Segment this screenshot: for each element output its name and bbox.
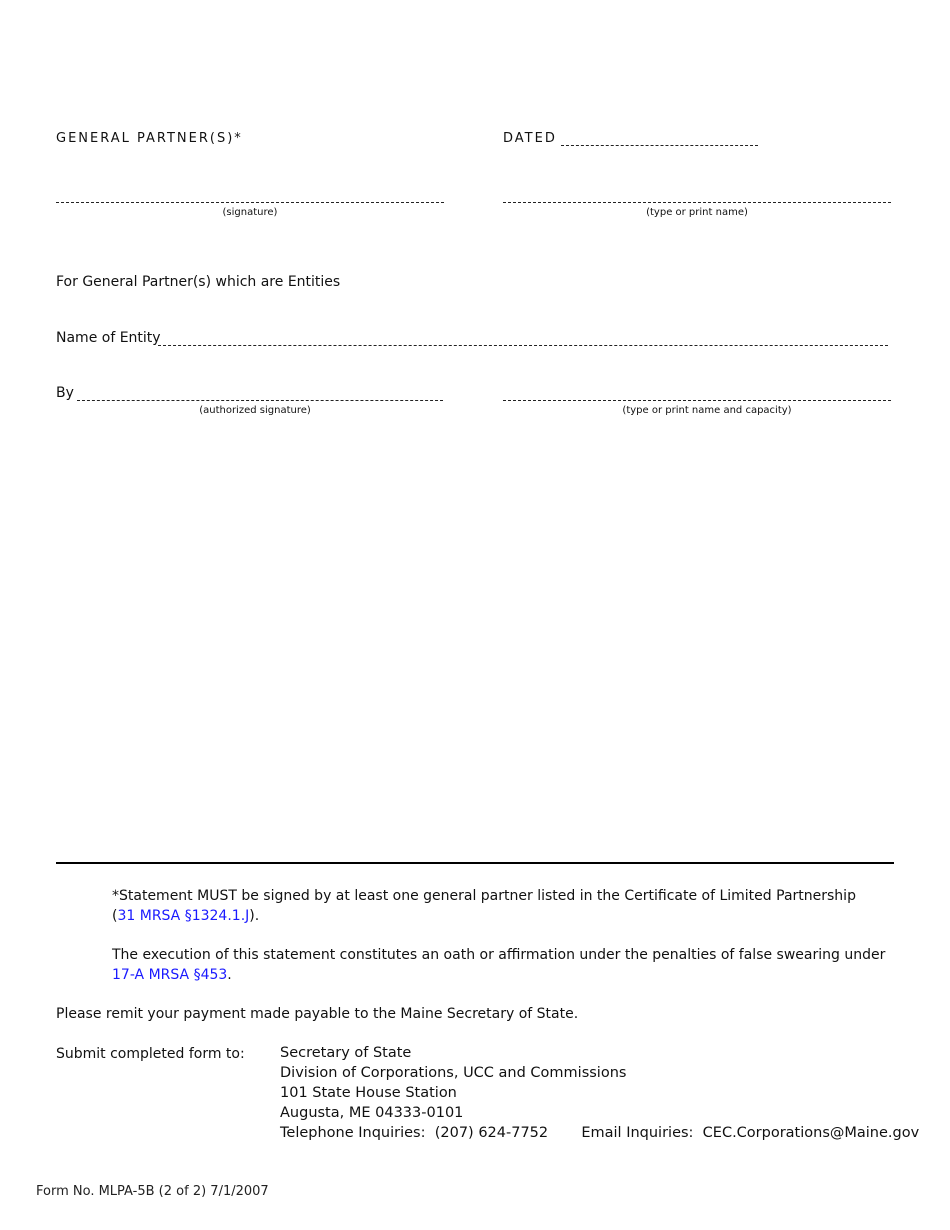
execution-period: . <box>227 967 232 983</box>
print-name-capacity-caption: (type or print name and capacity) <box>622 405 792 416</box>
phone-label: Telephone Inquiries: <box>280 1125 426 1141</box>
statement-text: MUST be signed by at least one general partner listed in the Certificate of Limited Partnership <box>192 888 856 904</box>
print-name-caption: (type or print name) <box>646 207 748 218</box>
statement-link-close: ). <box>249 908 260 924</box>
authorized-signature-caption: (authorized signature) <box>199 405 311 416</box>
execution-text-2: constitutes an oath or affirmation under the penalties of false swearing under <box>335 947 886 963</box>
email-label: Email Inquiries: <box>581 1125 694 1141</box>
submit-label: Submit completed form to: <box>56 1046 245 1062</box>
name-of-entity-field[interactable] <box>158 345 888 346</box>
dated-label: DATED <box>503 131 557 146</box>
signature-caption: (signature) <box>222 207 278 218</box>
statement-note <box>112 886 856 906</box>
general-partners-label: GENERAL PARTNER(S)* <box>56 131 243 146</box>
address-line-3: 101 State House Station <box>280 1085 457 1101</box>
signature-field[interactable] <box>56 202 444 203</box>
address-line-1: Secretary of State <box>280 1045 412 1061</box>
remit-instruction: Please remit your payment made payable to the Maine Secretary of State. <box>56 1006 579 1022</box>
execution-citation <box>112 965 232 985</box>
entities-heading: For General Partner(s) which are Entities <box>56 274 341 290</box>
address-line-2: Division of Corporations, UCC and Commissions <box>280 1065 627 1081</box>
execution-note <box>112 945 885 965</box>
submit-address <box>280 1043 919 1143</box>
statement-citation <box>112 906 259 926</box>
contact-line <box>280 1123 919 1143</box>
form-number: Form No. MLPA-5B (2 of 2) 7/1/2007 <box>36 1184 269 1199</box>
authorized-signature-field[interactable] <box>77 400 443 401</box>
statement-link-open: ( <box>112 908 118 924</box>
statute-link-17a-mrsa[interactable]: 17-A MRSA §453 <box>112 967 228 983</box>
address-line-4: Augusta, ME 04333-0101 <box>280 1105 464 1121</box>
print-name-capacity-field[interactable] <box>503 400 891 401</box>
execution-text-1: The execution of this <box>112 947 264 963</box>
statute-link-31-mrsa[interactable]: 31 MRSA §1324.1.J <box>117 908 250 924</box>
email-address[interactable]: CEC.Corporations@Maine.gov <box>702 1125 920 1141</box>
by-label: By <box>56 385 74 401</box>
dated-field[interactable] <box>561 145 758 146</box>
statement-prefix: *Statement <box>112 888 193 904</box>
section-divider <box>56 862 894 864</box>
name-of-entity-label: Name of Entity <box>56 330 161 346</box>
phone-number: (207) 624-7752 <box>434 1125 549 1141</box>
execution-statement-word: statement <box>263 947 336 963</box>
print-name-field[interactable] <box>503 202 891 203</box>
